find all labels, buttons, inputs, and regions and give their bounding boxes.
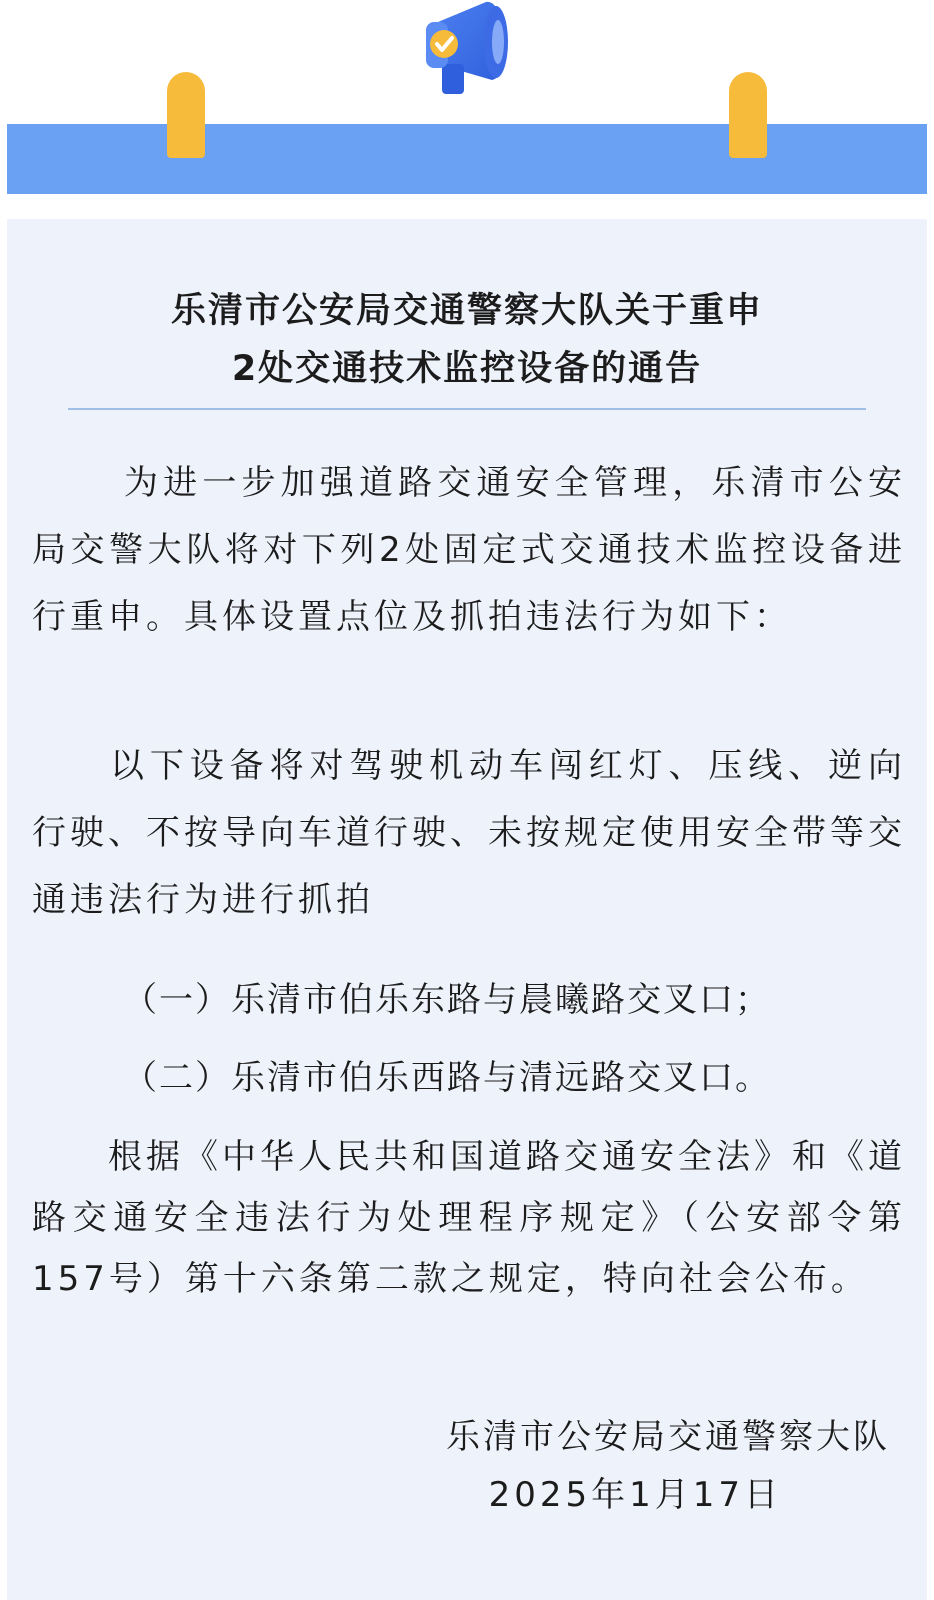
- header-band: [7, 124, 927, 194]
- location-item-1: （一）乐清市伯乐东路与晨曦路交叉口；: [123, 980, 771, 1020]
- intro-paragraph: 为进一步加强道路交通安全管理，乐清市公安局交警大队将对下列2处固定式交通技术监控设备进行重申。具体设置点位及抓拍违法行为如下：: [32, 463, 906, 637]
- megaphone-icon: [408, 0, 520, 100]
- signature-date: 2025年1月17日: [488, 1475, 782, 1515]
- notice-title: [40, 282, 894, 398]
- title-line-1: 乐清市公安局交通警察大队关于重申: [170, 291, 763, 331]
- binder-ring-right: [729, 72, 767, 158]
- signature-organization: 乐清市公安局交通警察大队: [446, 1417, 890, 1457]
- location-item-2: （二）乐清市伯乐西路与清远路交叉口。: [123, 1058, 771, 1098]
- violations-paragraph: 以下设备将对驾驶机动车闯红灯、压线、逆向行驶、不按导向车道行驶、未按规定使用安全带等交通违法行为进行抓拍: [32, 746, 906, 920]
- title-line-2: 2处交通技术监控设备的通告: [231, 349, 703, 389]
- title-divider: [68, 408, 866, 410]
- legal-basis-paragraph: 根据《中华人民共和国道路交通安全法》和《道路交通安全违法行为处理程序规定》（公安部令第157号）第十六条第二款之规定，特向社会公布。: [32, 1137, 906, 1299]
- binder-ring-left: [167, 72, 205, 158]
